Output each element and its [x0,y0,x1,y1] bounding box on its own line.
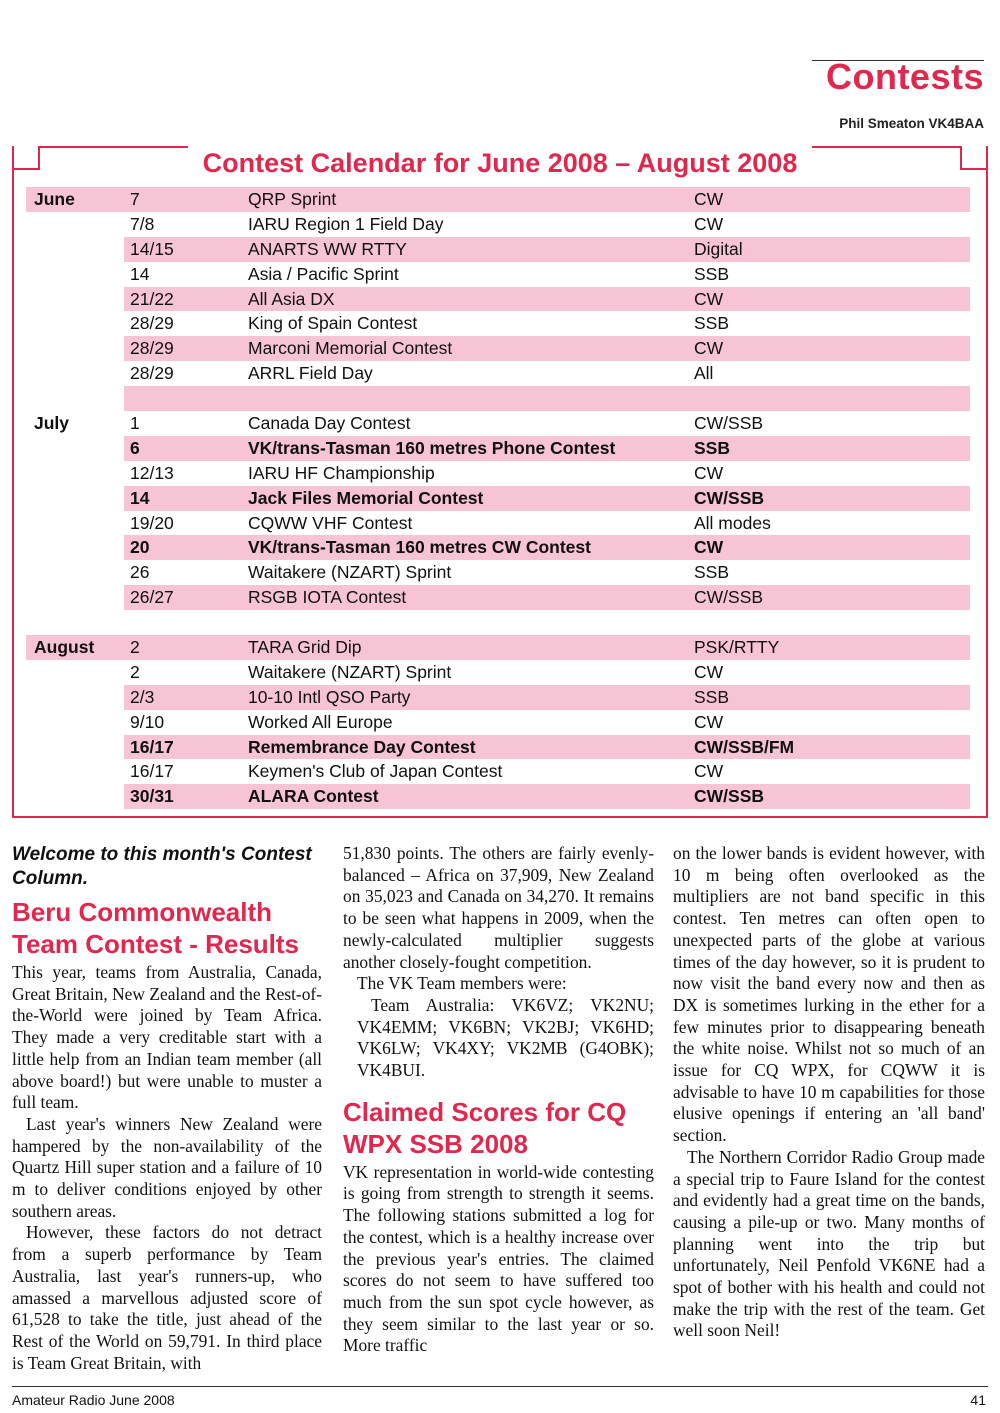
calendar-row [26,212,970,237]
calendar-date: 20 [130,537,150,558]
calendar-date: 6 [130,437,140,458]
calendar-month [26,461,124,486]
calendar-contest-name: Worked All Europe [248,711,393,732]
calendar-month [26,361,124,386]
calendar-month [26,511,124,536]
beru-paragraph-4: 51,830 points. The others are fairly evenly-balanced – Africa on 37,909, New Zealand on 35,023 and Canada on 34,270. It remains to be seen what happens in 2009, when the newly-calculated multiplier suggests another closely-fought competition. [343,843,654,972]
calendar-month [26,436,124,461]
calendar-month [26,262,124,287]
calendar-mode: All [694,363,714,384]
calendar-mode: CW [694,711,724,732]
calendar-month [26,759,124,784]
calendar-mode: CW [694,661,724,682]
calendar-contest-name: ARRL Field Day [248,363,373,384]
calendar-spacer-row [26,610,970,635]
beru-heading: Beru Commonwealth Team Contest - Results [12,897,300,959]
calendar-date: 16/17 [130,736,174,757]
calendar-row [26,511,970,536]
beru-team-list: Team Australia: VK6VZ; VK2NU; VK4EMM; VK6BN; VK2BJ; VK6HD; VK6LW; VK4XY; VK2MB (G4OBK); VK4BUI. [357,994,654,1081]
calendar-month [26,287,124,312]
calendar-row [26,535,970,560]
calendar-contest-name: TARA Grid Dip [248,636,362,657]
calendar-table [26,187,970,809]
calendar-contest-name: 10-10 Intl QSO Party [248,686,411,707]
calendar-contest-name: Canada Day Contest [248,412,411,433]
calendar-title: Contest Calendar for June 2008 – August 2008 [202,148,798,178]
calendar-contest-name: King of Spain Contest [248,313,418,334]
calendar-date: 30/31 [130,786,174,807]
calendar-contest-name: Keymen's Club of Japan Contest [248,761,503,782]
calendar-row [26,187,970,212]
calendar-contest-name: ALARA Contest [248,786,379,807]
calendar-date: 14 [130,487,150,508]
calendar-date: 26 [130,562,150,583]
calendar-row [26,710,970,735]
calendar-contest-name: VK/trans-Tasman 160 metres CW Contest [248,537,591,558]
calendar-mode: SSB [694,686,730,707]
calendar-contest-name: CQWW VHF Contest [248,512,413,533]
calendar-contest-name: Waitakere (NZART) Sprint [248,661,452,682]
calendar-mode: CW [694,288,724,309]
calendar-contest-name: Remembrance Day Contest [248,736,476,757]
calendar-contest-name: All Asia DX [248,288,335,309]
calendar-mode: SSB [694,313,730,334]
calendar-mode: SSB [694,562,730,583]
calendar-row [26,784,970,809]
calendar-mode: CW [694,537,724,558]
calendar-row [26,461,970,486]
calendar-mode: CW/SSB/FM [694,736,795,757]
calendar-month: June [26,187,124,212]
calendar-row [26,685,970,710]
calendar-month [26,386,124,411]
calendar-spacer-row [26,386,970,411]
calendar-row [26,660,970,685]
calendar-row [26,336,970,361]
calendar-contest-name: IARU Region 1 Field Day [248,213,444,234]
calendar-month [26,660,124,685]
calendar-row [26,361,970,386]
beru-paragraph-2: Last year's winners New Zealand were hampered by the non-availability of the Quartz Hill super station and a failure of 10 m to deliver conditions enjoyed by other southern areas. [12,1113,322,1221]
calendar-mode: Digital [694,238,743,259]
cqwpx-paragraph-1: VK representation in world-wide contesting is going from strength to strength it seems. The following stations submitted a log for the contest, which is a healthy increase over the previous year's entries. The claimed scores do not seem to have suffered too much from the sun spot cycle however, as they seem similar to the last year or so. More traffic [343,1161,654,1356]
calendar-month [26,735,124,760]
calendar-date: 14 [130,263,150,284]
calendar-date: 16/17 [130,761,174,782]
beru-paragraph-1: This year, teams from Australia, Canada, Great Britain, New Zealand and the Rest-of-the-World were joined by Team Africa. They made a very creditable start with a little help from an Indian team member (all above board!) but were unable to muster a full team. [12,962,322,1113]
calendar-contest-name: Marconi Memorial Contest [248,338,453,359]
calendar-date: 2 [130,636,140,657]
calendar-month [26,237,124,262]
calendar-month [26,311,124,336]
calendar-mode: CW/SSB [694,487,764,508]
calendar-month: July [26,411,124,436]
calendar-month [26,535,124,560]
calendar-date: 28/29 [130,338,174,359]
calendar-month [26,585,124,610]
footer-publication: Amateur Radio June 2008 [12,1392,175,1408]
calendar-row [26,635,970,660]
calendar-contest-name: QRP Sprint [248,188,337,209]
calendar-row [26,311,970,336]
calendar-mode: CW [694,761,724,782]
calendar-date: 14/15 [130,238,174,259]
calendar-mode: CW/SSB [694,412,764,433]
article-column-2 [343,843,654,1357]
calendar-mode: CW/SSB [694,587,764,608]
calendar-date: 26/27 [130,587,174,608]
footer-page-number: 41 [970,1392,986,1408]
calendar-mode: PSK/RTTY [694,636,780,657]
calendar-date: 7/8 [130,213,155,234]
calendar-date: 21/22 [130,288,174,309]
article-column-3 [673,843,985,1342]
beru-paragraph-5: The VK Team members were: [357,973,567,994]
cqwpx-heading: Claimed Scores for CQ WPX SSB 2008 [343,1096,627,1159]
beru-paragraph-3: However, these factors do not detract from a superb performance by Team Australia, last year's runners-up, who amassed a marvellous adjusted score of 61,528 to take the title, just ahead of the Rest of the World on 59,791. In third place is Team Great Britain, with [12,1222,322,1373]
calendar-row [26,560,970,585]
calendar-date: 9/10 [130,711,165,732]
calendar-month [26,336,124,361]
calendar-row [26,735,970,760]
calendar-contest-name: IARU HF Championship [248,462,435,483]
calendar-month [26,610,124,635]
calendar-month [26,685,124,710]
calendar-contest-name: VK/trans-Tasman 160 metres Phone Contest [248,437,616,458]
calendar-contest-name: RSGB IOTA Contest [248,587,407,608]
intro-heading: Welcome to this month's Contest Column. [12,844,312,889]
calendar-row [26,486,970,511]
calendar-mode: CW [694,213,724,234]
calendar-mode: CW [694,462,724,483]
footer-rule [12,1386,988,1387]
calendar-row [26,585,970,610]
calendar-date: 1 [130,412,140,433]
calendar-month [26,560,124,585]
calendar-row [26,287,970,312]
calendar-row [26,436,970,461]
calendar-contest-name: Waitakere (NZART) Sprint [248,562,452,583]
calendar-row [26,237,970,262]
calendar-month [26,212,124,237]
calendar-month [26,784,124,809]
article-column-1 [12,843,322,1374]
calendar-date: 12/13 [130,462,174,483]
cqwpx-paragraph-3: The Northern Corridor Radio Group made a special trip to Faure Island for the contest and evidently had a great time on the bands, causing a pile-up or two. Many months of planning went into the trip but unfortunately, Neil Penfold VK6NE had a spot of bother with his health and could not make the trip with the rest of the team. Get well soon Neil! [673,1146,985,1341]
calendar-mode: SSB [694,437,730,458]
calendar-month: August [26,635,124,660]
calendar-row [26,262,970,287]
calendar-contest-name: Jack Files Memorial Contest [248,487,484,508]
calendar-mode: CW [694,338,724,359]
calendar-date: 19/20 [130,512,174,533]
calendar-date: 2/3 [130,686,155,707]
calendar-date: 28/29 [130,363,174,384]
calendar-contest-name: Asia / Pacific Sprint [248,263,399,284]
calendar-mode: SSB [694,263,730,284]
calendar-date: 28/29 [130,313,174,334]
section-title: Contests [825,56,984,97]
calendar-contest-name: ANARTS WW RTTY [248,238,407,259]
calendar-row [26,759,970,784]
calendar-row [26,411,970,436]
calendar-month [26,710,124,735]
calendar-month [26,486,124,511]
cqwpx-paragraph-2: on the lower bands is evident however, with 10 m being often overlooked as the multipliers are not band specific in this contest. Ten metres can often open to unexpected parts of the globe at various times of the day however, so it is prudent to now visit the band every now and then as DX is sometimes lurking in the ether for a few minutes prior to disappearing beneath the white noise. Whilst not so much of an issue for CQ WPX, for CQWW it is advisable to have 10 m capabilities for those elusive openings if entering an 'all band' section. [673,843,985,1146]
calendar-date: 2 [130,661,140,682]
calendar-mode: CW/SSB [694,786,764,807]
calendar-mode: CW [694,188,724,209]
author-byline: Phil Smeaton VK4BAA [839,116,984,131]
calendar-date: 7 [130,188,140,209]
calendar-mode: All modes [694,512,771,533]
